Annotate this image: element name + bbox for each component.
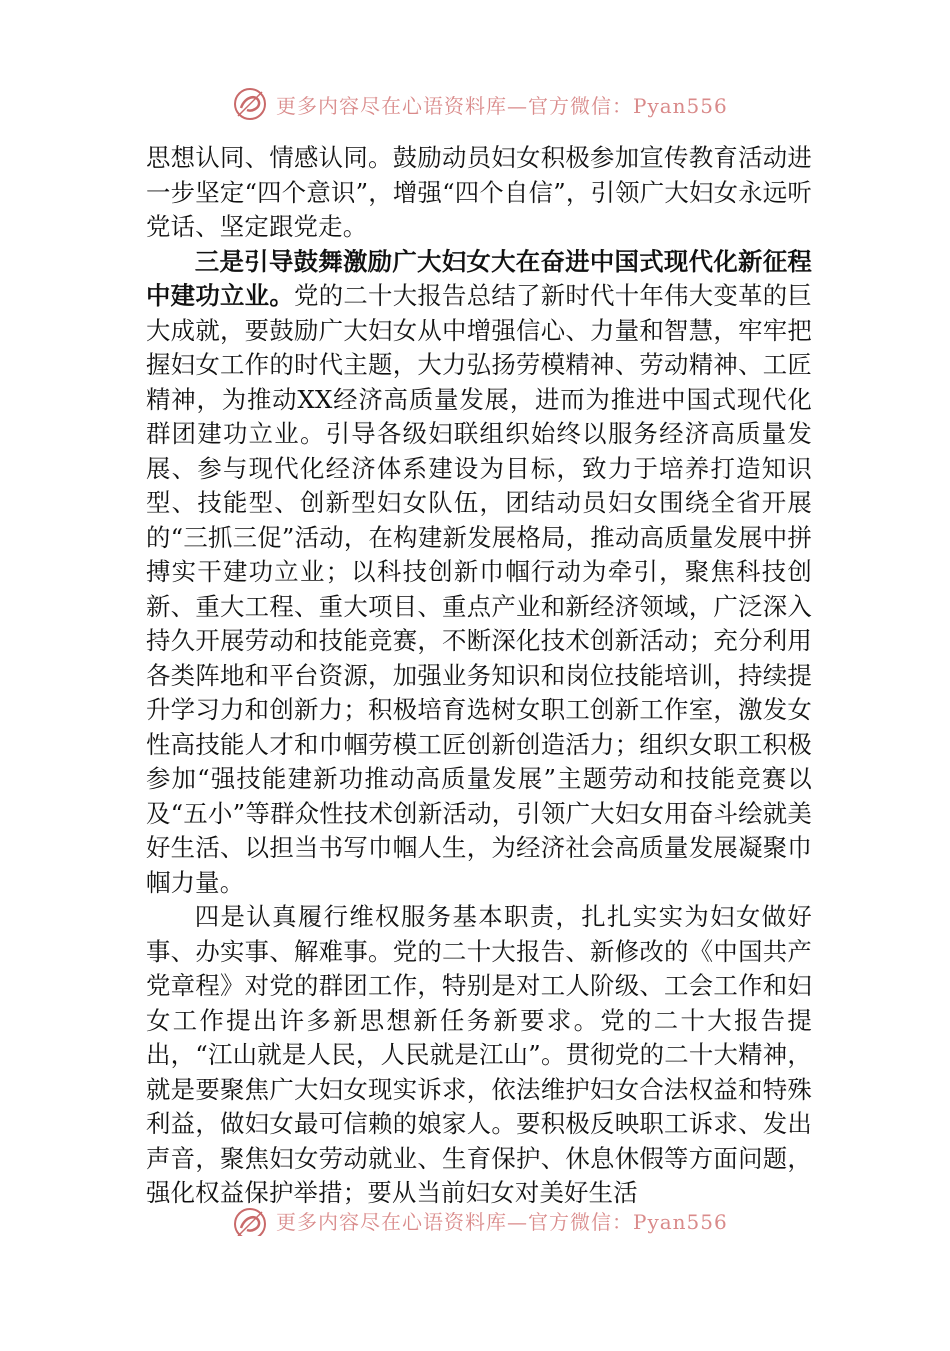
seal-logo-icon xyxy=(232,86,268,122)
paragraph-2-heading: 三是引导鼓舞激励广大妇女大在奋进中国式现代化新征程中建功立业。 xyxy=(146,246,812,310)
watermark-text: 更多内容尽在心语资料库—官方微信：Pyan556 xyxy=(276,1210,728,1234)
seal-logo-icon xyxy=(232,1206,268,1236)
document-text-area xyxy=(146,141,812,1351)
watermark-footer xyxy=(232,1206,728,1236)
document-body xyxy=(146,141,812,1351)
paragraph-1-text: 思想认同、情感认同。鼓励动员妇女积极参加宣传教育活动进一步坚定“四个意识”，增强“四个自信”，引领广大妇女永远听党话、坚定跟党走。 xyxy=(146,143,812,241)
watermark-header xyxy=(232,84,728,124)
paragraph-2-text: 党的二十大报告总结了新时代十年伟大变革的巨大成就，要鼓励广大妇女从中增强信心、力量和智慧，牢牢把握妇女工作的时代主题，大力弘扬劳模精神、劳动精神、工匠精神，为推动XX经济高质量发展，进而为推进中国式现代化群团建功立业。引导各级妇联组织始终以服务经济高质量发展、参与现代化经济体系建设为目标，致力于培养打造知识型、技能型、创新型妇女队伍，团结动员妇女围绕全省开展的“三抓三促”活动，在构建新发展格局，推动高质量发展中拼搏实干建功立业；以科技创新巾帼行动为牵引，聚焦科技创新、重大工程、重大项目、重点产业和新经济领域，广泛深入持久开展劳动和技能竞赛，不断深化技术创新活动；充分利用各类阵地和平台资源，加强业务知识和岗位技能培训，持续提升学习力和创新力；积极培育选树女职工创新工作室，激发女性高技能人才和巾帼劳模工匠创新创造活力；组织女职工积极参加“强技能建新功推动高质量发展”主题劳动和技能竞赛以及“五小”等群众性技术创新活动，引领广大妇女用奋斗绘就美好生活、以担当书写巾帼人生，为经济社会高质量发展凝聚巾帼力量。 xyxy=(146,281,812,897)
paragraph-2 xyxy=(146,245,812,901)
paragraph-1 xyxy=(146,141,812,245)
paragraph-3 xyxy=(146,900,812,1211)
paragraph-3-text: 四是认真履行维权服务基本职责，扎扎实实为妇女做好事、办实事、解难事。党的二十大报告、新修改的《中国共产党章程》对党的群团工作，特别是对工人阶级、工会工作和妇女工作提出许多新思想新任务新要求。党的二十大报告提出，“江山就是人民，人民就是江山”。贯彻党的二十大精神，就是要聚焦广大妇女现实诉求，依法维护妇女合法权益和特殊利益，做妇女最可信赖的娘家人。要积极反映职工诉求、发出声音，聚焦妇女劳动就业、生育保护、休息休假等方面问题，强化权益保护举措；要从当前妇女对美好生活 xyxy=(146,902,812,1207)
watermark-text: 更多内容尽在心语资料库—官方微信：Pyan556 xyxy=(276,93,728,118)
